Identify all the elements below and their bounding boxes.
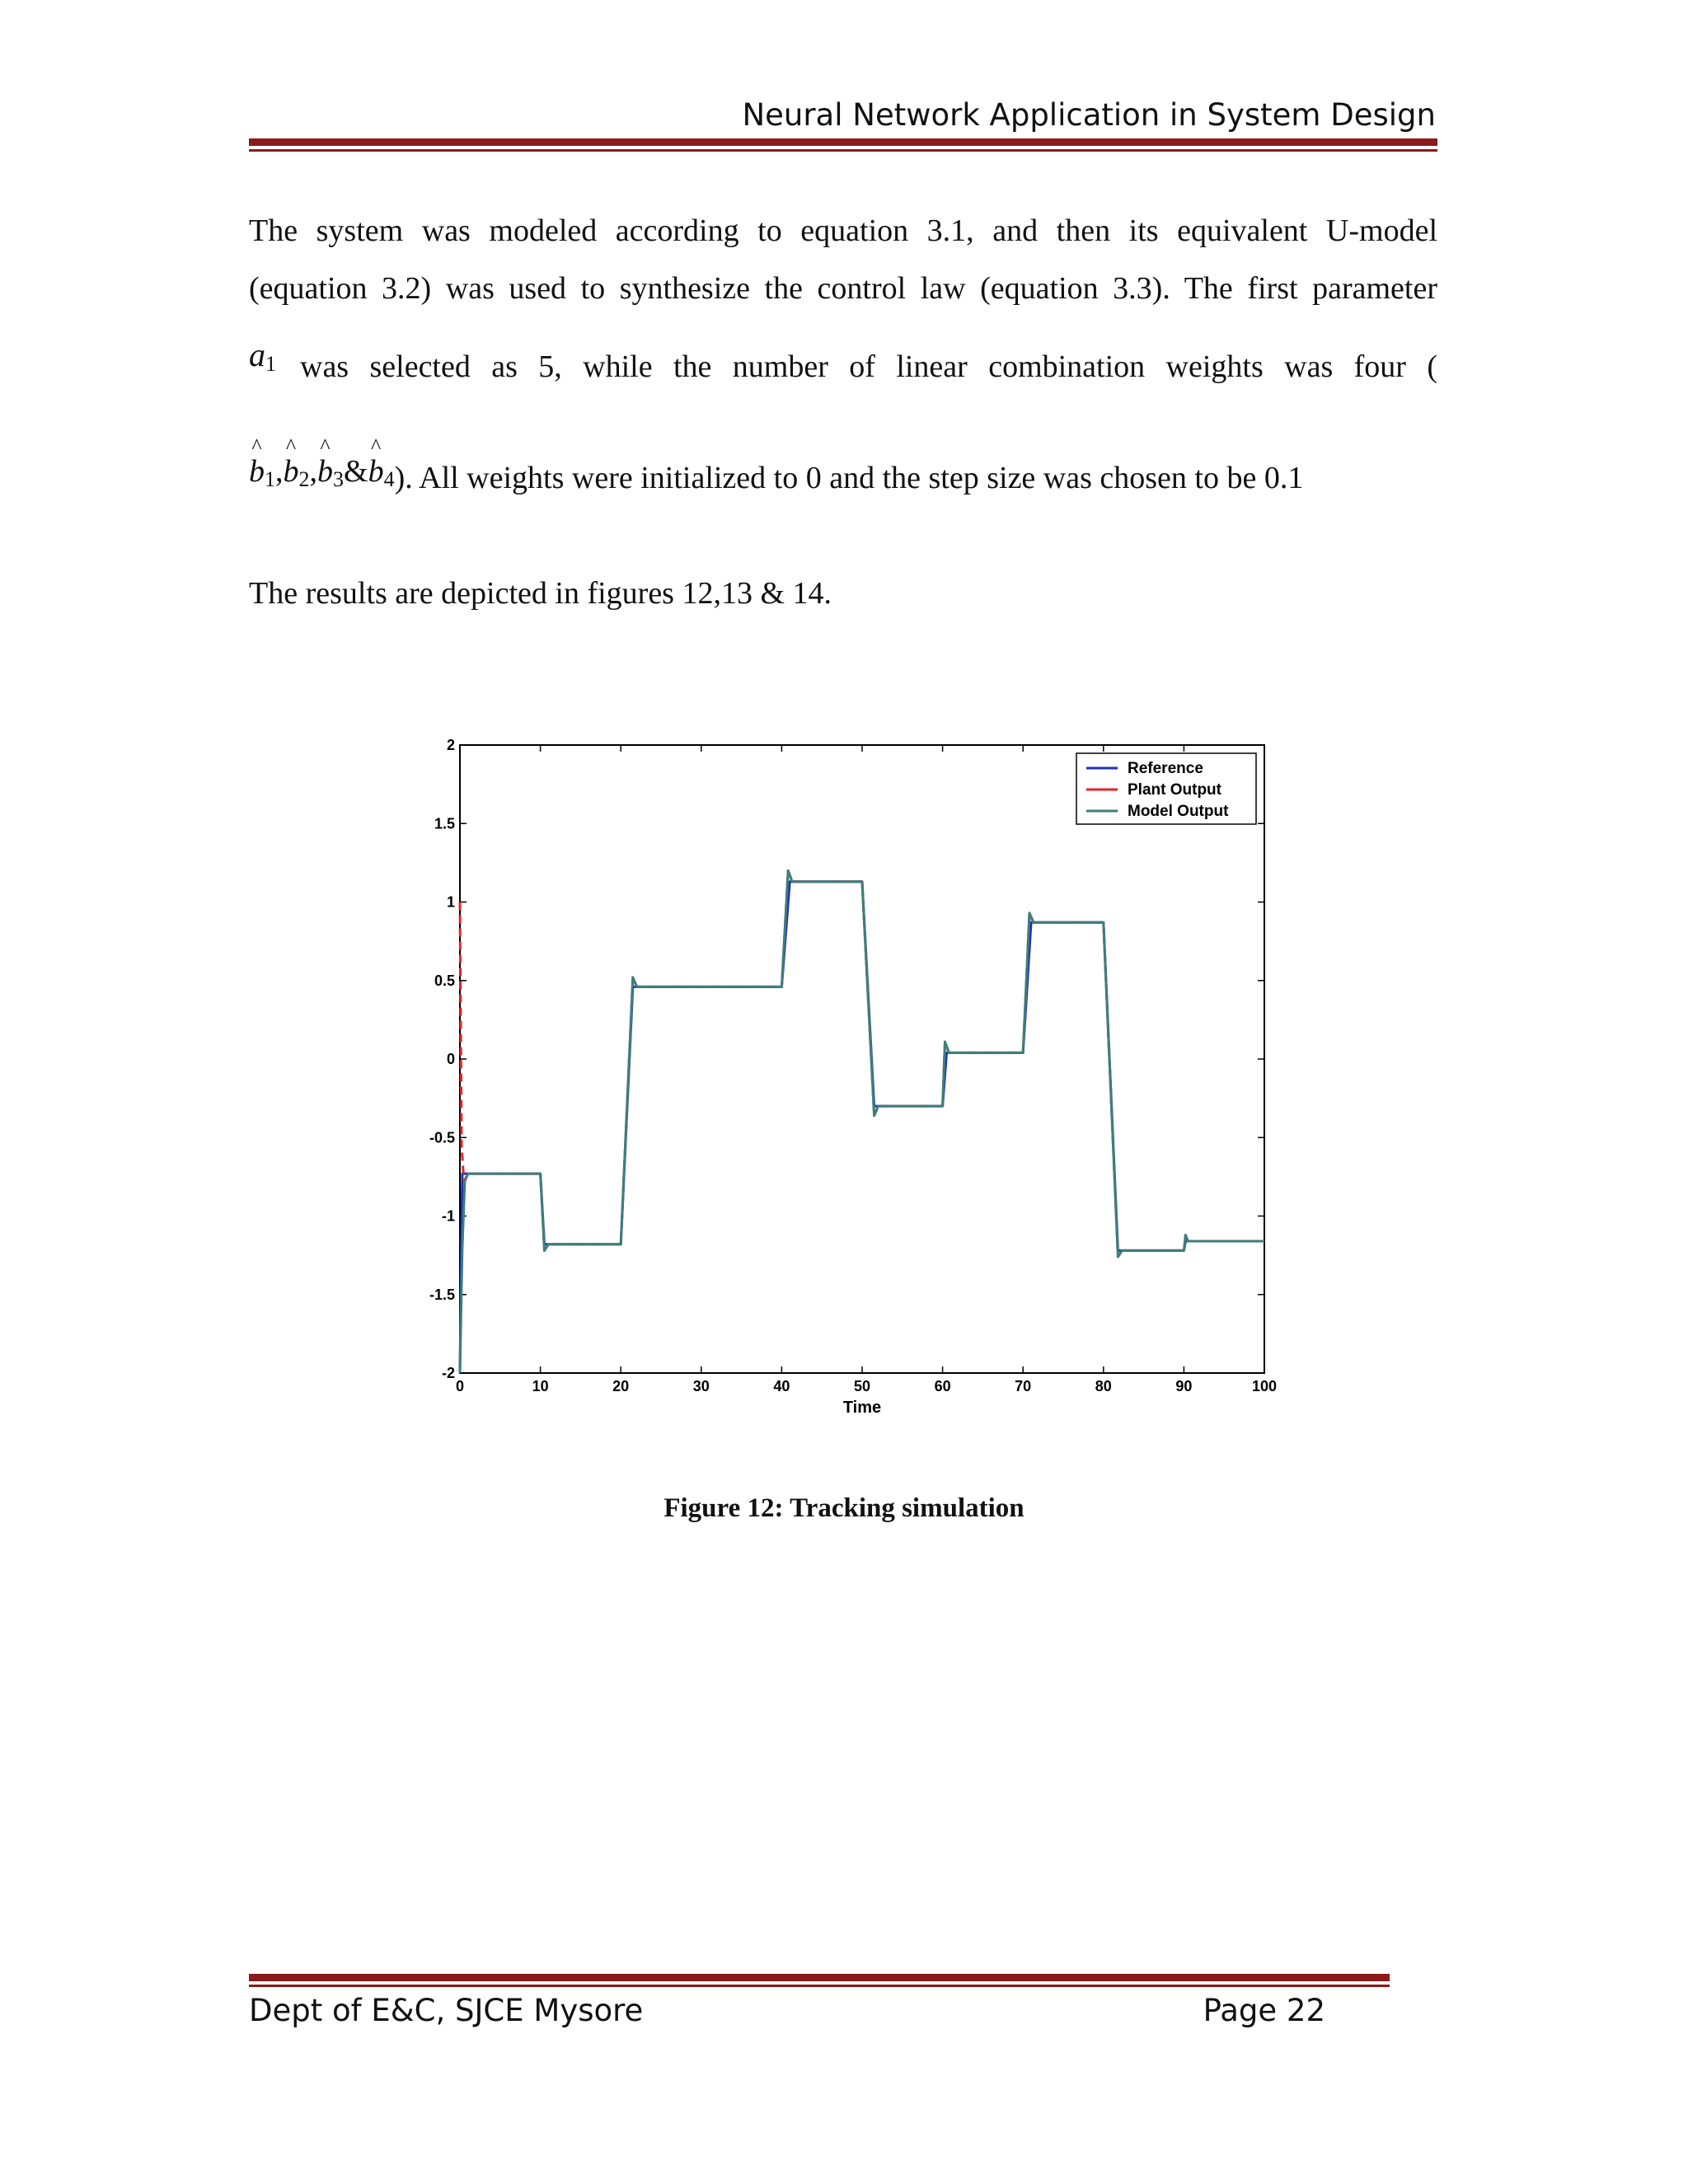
footer-rule-thin (249, 1985, 1390, 1987)
paragraph-line-3 (249, 338, 1437, 405)
plot-area (460, 745, 1264, 1373)
x-tick-label: 0 (455, 1378, 465, 1394)
b2-hat: ^ b (284, 443, 299, 500)
y-tick-label: -2 (441, 1365, 455, 1381)
b3-hat: ^ b (317, 443, 333, 500)
param-a-symbol: a (249, 336, 265, 373)
y-tick-label: 0 (446, 1051, 455, 1067)
y-tick-label: 0.5 (434, 972, 455, 989)
x-tick-label: 60 (934, 1378, 951, 1394)
legend-label: Plant Output (1128, 781, 1221, 799)
footer-page (1203, 1993, 1325, 2028)
b3-subscript: 3 (333, 467, 344, 491)
x-tick-label: 80 (1095, 1378, 1112, 1394)
x-tick-label: 40 (773, 1378, 790, 1394)
ampersand: & (344, 454, 368, 489)
header-rule-thick (249, 138, 1437, 146)
paragraph-line-4-text: ). All weights were initialized to 0 and the step size was chosen to be 0.1 (394, 461, 1304, 495)
comma-2: , (309, 454, 317, 489)
legend-label: Model Output (1128, 803, 1229, 820)
b4-hat: ^ b (368, 443, 384, 500)
b2-subscript: 2 (298, 467, 310, 491)
x-axis-label: Time (842, 1399, 882, 1417)
footer-page-number: 22 (1286, 1993, 1325, 2028)
x-tick-label: 20 (612, 1378, 630, 1394)
y-tick-label: -1 (441, 1207, 455, 1225)
y-tick-label: 1.5 (434, 815, 455, 832)
x-tick-label: 100 (1251, 1378, 1278, 1394)
x-tick-label: 10 (532, 1378, 549, 1394)
header-rule-thin (249, 149, 1437, 152)
paragraph-line-2: (equation 3.2) was used to synthesize the control law (equation 3.3). The first parameter (249, 271, 1437, 306)
b1-subscript: 1 (265, 467, 275, 491)
legend-label: Reference (1128, 760, 1203, 777)
paragraph-line-3-text: was selected as 5, while the number of linear combination weights was four ( (300, 349, 1437, 384)
y-tick-label: 2 (446, 737, 455, 753)
x-tick-label: 70 (1015, 1378, 1032, 1394)
b4-subscript: 4 (383, 467, 395, 491)
footer-department: Dept of E&C, SJCE Mysore (249, 1993, 644, 2028)
comma-1: , (275, 454, 284, 489)
x-tick-label: 90 (1175, 1378, 1193, 1394)
paragraph-line-4 (249, 449, 1437, 515)
weights-expression (249, 454, 395, 489)
chart-svg (412, 725, 1302, 1434)
y-tick-label: 1 (446, 893, 455, 911)
tracking-chart (412, 725, 1302, 1434)
paragraph-2: The results are depicted in figures 12,13 & 14. (249, 576, 832, 611)
figure-caption: Figure 12: Tracking simulation (663, 1493, 1025, 1523)
footer-page-label: Page (1203, 1993, 1287, 2028)
x-tick-label: 30 (692, 1378, 710, 1394)
b1-hat: ^ b (249, 443, 265, 500)
running-header: Neural Network Application in System Design (742, 97, 1436, 133)
y-tick-label: -1.5 (429, 1286, 455, 1303)
y-tick-label: -0.5 (429, 1129, 455, 1146)
param-a1 (249, 326, 276, 393)
paragraph-line-1: The system was modeled according to equation 3.1, and then its equivalent U-model (249, 213, 1437, 248)
x-tick-label: 50 (853, 1378, 871, 1394)
param-a-subscript: 1 (265, 352, 276, 376)
footer-rule-thick (249, 1974, 1390, 1981)
